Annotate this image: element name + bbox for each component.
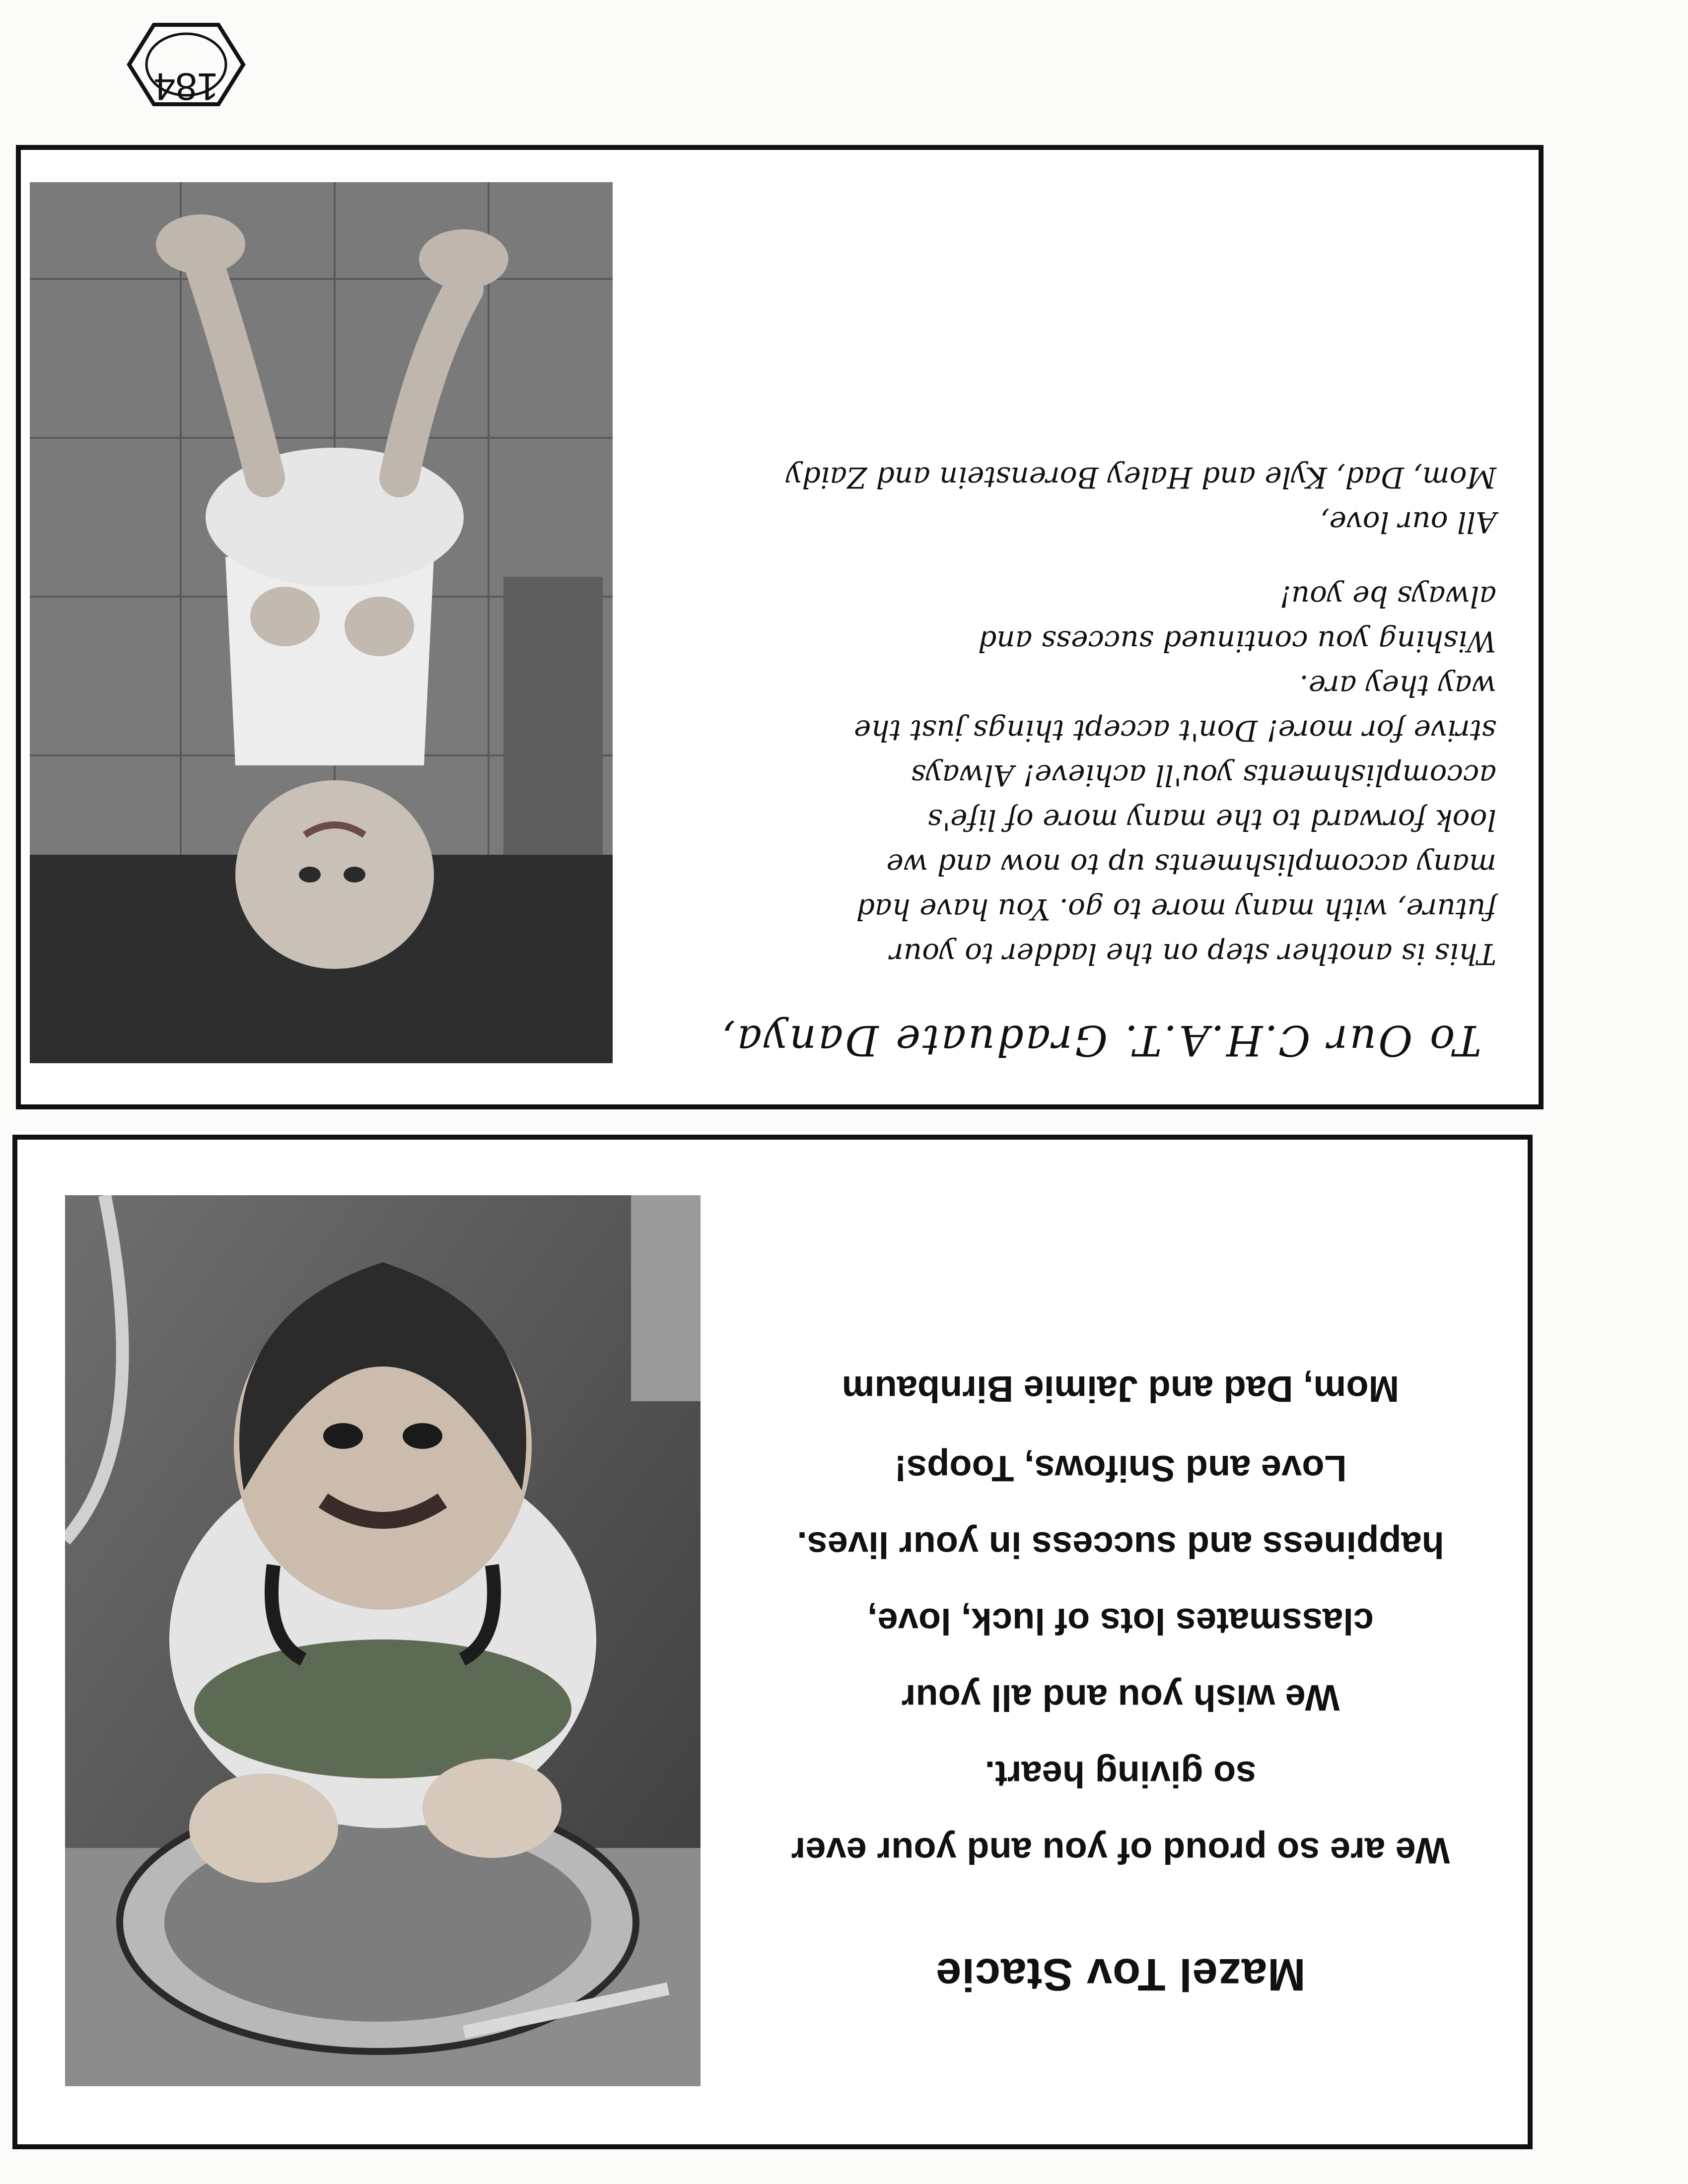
ad-danya-closing: All our love, <box>1320 505 1496 539</box>
photo-girl-eating <box>65 1195 701 2086</box>
ad-danya-text <box>662 455 1496 1065</box>
photo-girl-eating-image <box>65 1195 701 2086</box>
ad-stacie-line: happiness and success in your lives. <box>797 1524 1444 1566</box>
ad-danya-line: This is another step on the ladder to your <box>890 937 1496 971</box>
ad-danya-line: accomplishments you'll achieve! Always <box>911 758 1496 792</box>
ad-stacie-line: We are so proud of you and your ever <box>791 1830 1450 1871</box>
ad-danya-line: always be you! <box>1279 580 1496 614</box>
ad-danya-line: way they are. <box>1299 669 1496 703</box>
ad-danya-line: strive for more! Don't accept things just the <box>853 714 1496 748</box>
ad-stacie-line: classmates lots of luck, love, <box>867 1601 1374 1642</box>
ad-danya <box>16 145 1544 1109</box>
ad-danya-signature: Mom, Dad, Kyle and Haley Borenstein and Zaidy <box>785 461 1496 494</box>
ad-danya-line: many accomplishments up to now and we <box>886 848 1496 882</box>
ad-stacie-title: Mazel Tov Stacie <box>935 1949 1306 2000</box>
ad-danya-line: future, with many more to go. You have had <box>856 892 1496 926</box>
ad-stacie-line: We wish you and all your <box>901 1677 1340 1718</box>
ad-stacie-line: so giving heart. <box>985 1754 1257 1795</box>
photo-baby-sitting-image <box>30 182 613 1063</box>
ad-stacie <box>12 1135 1533 2149</box>
ad-danya-line: look forward to the many more of life's <box>927 803 1496 837</box>
photo-baby-sitting <box>30 182 613 1063</box>
ad-danya-title: To Our C.H.A.T. Graduate Danya, <box>719 1016 1481 1065</box>
page-number: 184 <box>153 65 219 109</box>
ad-stacie-line: Love and Snifows, Toops! <box>894 1448 1347 1489</box>
page-number-badge <box>124 20 248 109</box>
ad-stacie-signature: Mom, Dad and Jaimie Birnbaum <box>842 1368 1400 1410</box>
ad-stacie-text <box>743 1351 1498 2000</box>
ad-danya-line: Wishing you continued success and <box>978 624 1496 658</box>
